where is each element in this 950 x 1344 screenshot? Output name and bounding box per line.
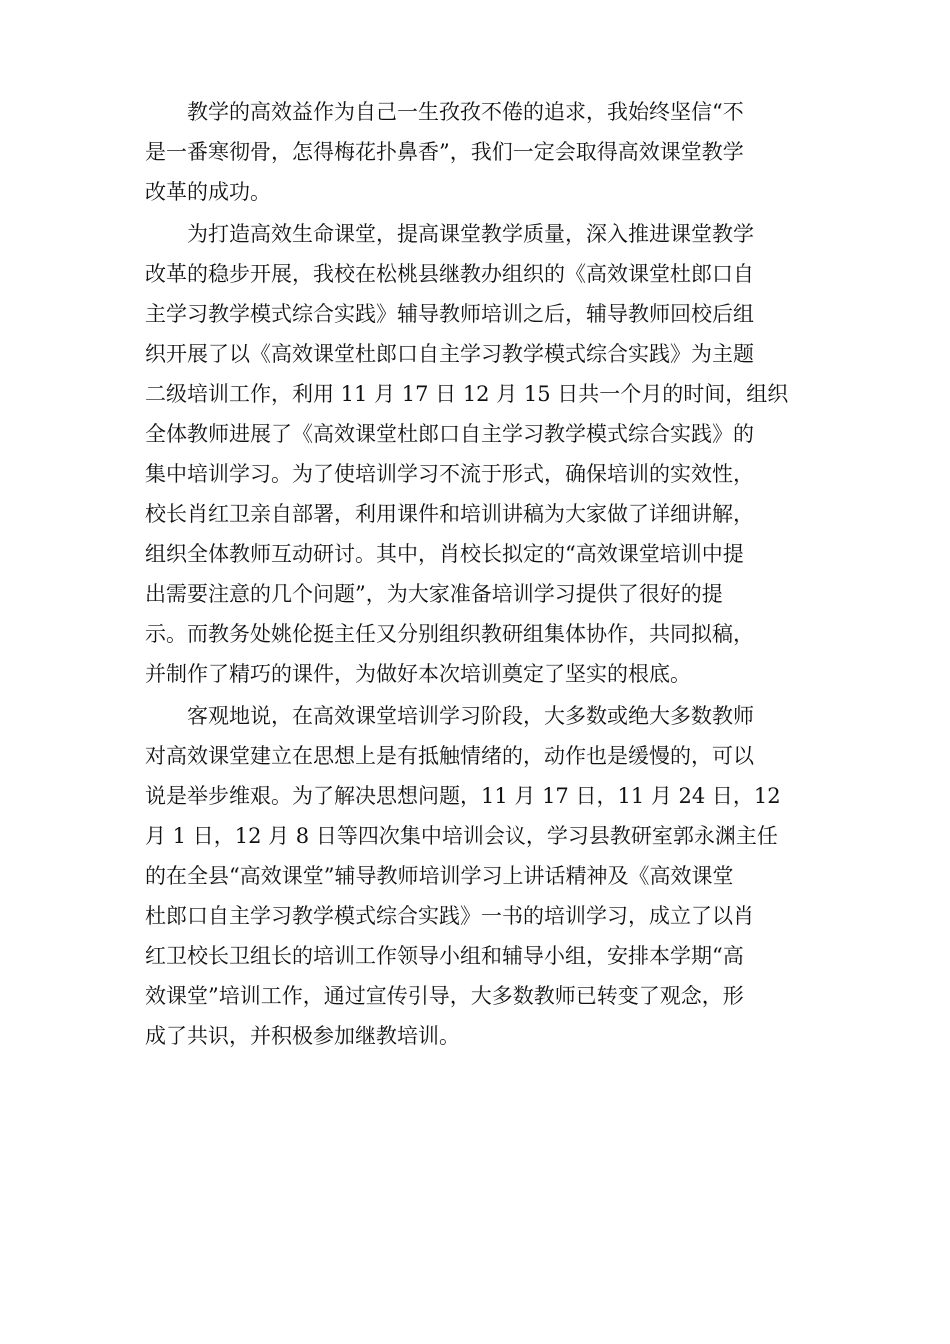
paragraph-3	[145, 696, 805, 1056]
text-line: 效课堂”培训工作，通过宣传引导，大多数教师已转变了观念，形	[145, 984, 744, 1008]
text-line: 改革的稳步开展，我校在松桃县继教办组织的《高效课堂杜郎口自	[145, 262, 754, 286]
text-line: 是一番寒彻骨，怎得梅花扑鼻香”，我们一定会取得高效课堂教学	[145, 140, 744, 164]
text-line: 并制作了精巧的课件，为做好本次培训奠定了坚实的根底。	[145, 662, 691, 686]
text-line: 的在全县“高效课堂”辅导教师培训学习上讲话精神及《高效课堂	[145, 864, 734, 888]
text-line: 织开展了以《高效课堂杜郎口自主学习教学模式综合实践》为主题	[145, 342, 754, 366]
paragraph-2	[145, 214, 805, 694]
text-line: 客观地说，在高效课堂培训学习阶段，大多数或绝大多数教师	[145, 704, 754, 728]
document-body	[145, 92, 805, 1058]
paragraph-1	[145, 92, 805, 212]
text-line: 集中培训学习。为了使培训学习不流于形式，确保培训的实效性，	[145, 462, 754, 486]
text-line: 说是举步维艰。为了解决思想问题，11 月 17 日，11 月 24 日，12	[145, 784, 781, 808]
text-line: 全体教师进展了《高效课堂杜郎口自主学习教学模式综合实践》的	[145, 422, 754, 446]
text-line: 月 1 日，12 月 8 日等四次集中培训会议，学习县教研室郭永渊主任	[145, 824, 778, 848]
text-line: 主学习教学模式综合实践》辅导教师培训之后，辅导教师回校后组	[145, 302, 754, 326]
text-line: 为打造高效生命课堂，提高课堂教学质量，深入推进课堂教学	[145, 222, 754, 246]
text-line: 二级培训工作，利用 11 月 17 日 12 月 15 日共一个月的时间，组织	[145, 382, 789, 406]
text-line: 教学的高效益作为自己一生孜孜不倦的追求，我始终坚信“不	[145, 100, 744, 124]
text-line: 示。而教务处姚伦挺主任又分别组织教研组集体协作，共同拟稿，	[145, 622, 754, 646]
text-line: 杜郎口自主学习教学模式综合实践》一书的培训学习，成立了以肖	[145, 904, 754, 928]
text-line: 校长肖红卫亲自部署，利用课件和培训讲稿为大家做了详细讲解，	[145, 502, 754, 526]
text-line: 成了共识，并积极参加继教培训。	[145, 1024, 460, 1048]
text-line: 组织全体教师互动研讨。其中，肖校长拟定的“高效课堂培训中提	[145, 542, 744, 566]
text-line: 出需要注意的几个问题”，为大家准备培训学习提供了很好的提	[145, 582, 723, 606]
text-line: 红卫校长卫组长的培训工作领导小组和辅导小组，安排本学期“高	[145, 944, 744, 968]
text-line: 对高效课堂建立在思想上是有抵触情绪的，动作也是缓慢的，可以	[145, 744, 754, 768]
text-line: 改革的成功。	[145, 180, 271, 204]
